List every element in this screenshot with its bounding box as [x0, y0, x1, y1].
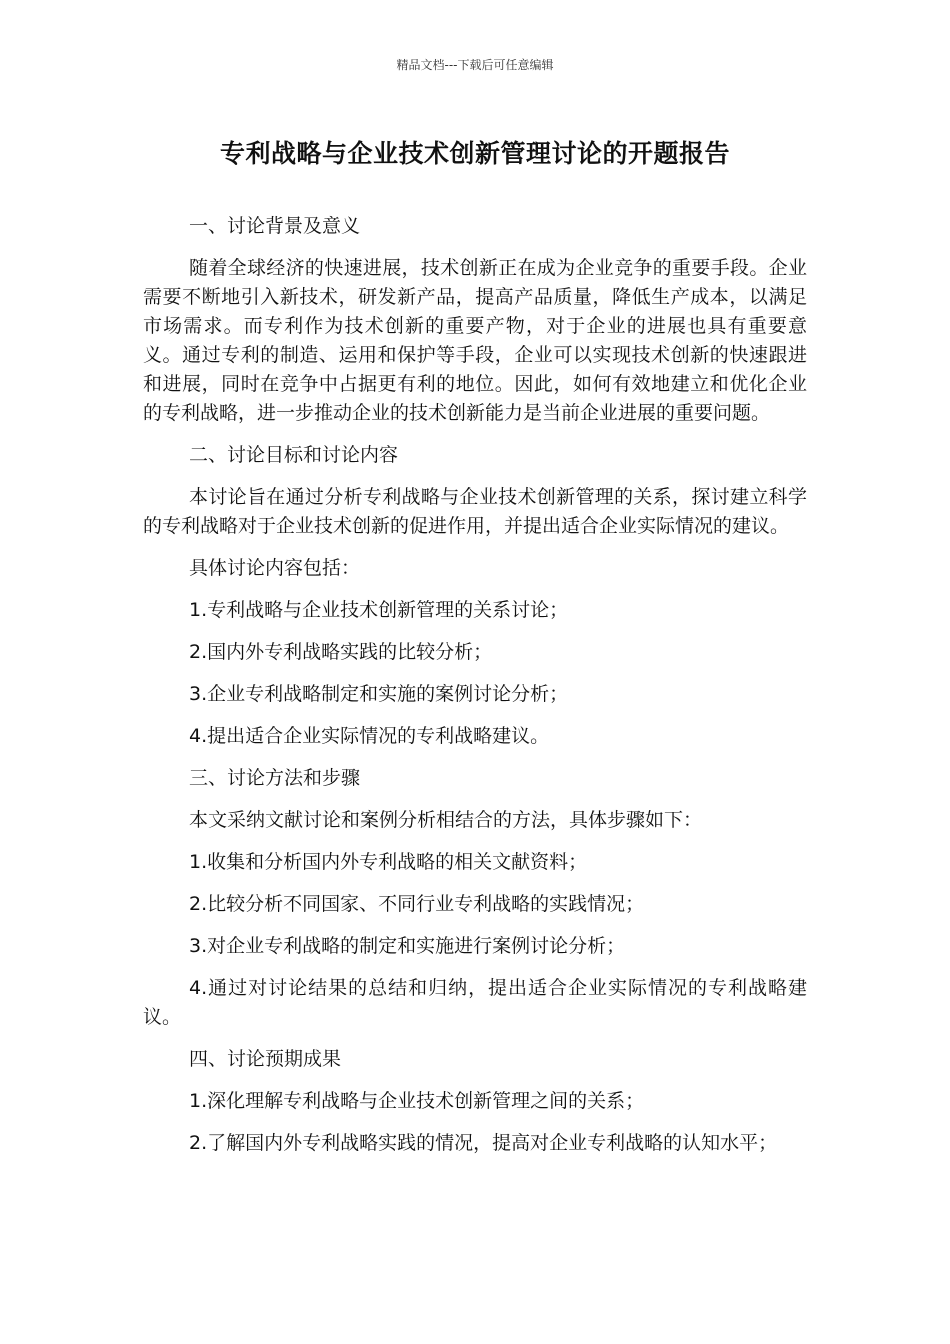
- document-body: [143, 212, 807, 1171]
- paragraph-contents-intro: 具体讨论内容包括：: [189, 557, 361, 579]
- list-item-content-3: 3.企业专利战略制定和实施的案例讨论分析；: [189, 683, 569, 705]
- list-item-step-4: 4.通过对讨论结果的总结和归纳，提出适合企业实际情况的专利战略建议。: [143, 977, 807, 1028]
- paragraph-background: 随着全球经济的快速进展，技术创新正在成为企业竞争的重要手段。企业需要不断地引入新技术，研发新产品，提高产品质量，降低生产成本，以满足市场需求。而专利作为技术创新的重要产物，对于企业的进展也具有重要意义。通过专利的制造、运用和保护等手段，企业可以实现技术创新的快速跟进和进展，同时在竞争中占据更有利的地位。因此，如何有效地建立和优化企业的专利战略，进一步推动企业的技术创新能力是当前企业进展的重要问题。: [143, 257, 807, 424]
- paragraph-goals: 本讨论旨在通过分析专利战略与企业技术创新管理的关系，探讨建立科学的专利战略对于企业技术创新的促进作用，并提出适合企业实际情况的建议。: [143, 486, 807, 537]
- page-header: 精品文档---下载后可任意编辑: [396, 58, 554, 72]
- section-heading-background: 一、讨论背景及意义: [189, 215, 361, 237]
- list-item-outcome-2: 2.了解国内外专利战略实践的情况，提高对企业专利战略的认知水平；: [189, 1132, 778, 1154]
- list-item-step-2: 2.比较分析不同国家、不同行业专利战略的实践情况；: [189, 893, 645, 915]
- section-heading-methods: 三、讨论方法和步骤: [189, 767, 361, 789]
- paragraph-methods-intro: 本文采纳文献讨论和案例分析相结合的方法，具体步骤如下：: [189, 809, 703, 831]
- list-item-content-1: 1.专利战略与企业技术创新管理的关系讨论；: [189, 599, 569, 621]
- list-item-outcome-1: 1.深化理解专利战略与企业技术创新管理之间的关系；: [189, 1090, 645, 1112]
- list-item-step-1: 1.收集和分析国内外专利战略的相关文献资料；: [189, 851, 588, 873]
- section-heading-outcomes: 四、讨论预期成果: [189, 1048, 342, 1070]
- section-heading-goals: 二、讨论目标和讨论内容: [189, 444, 399, 466]
- document-title: 专利战略与企业技术创新管理讨论的开题报告: [219, 139, 730, 168]
- list-item-content-2: 2.国内外专利战略实践的比较分析；: [189, 641, 493, 663]
- list-item-content-4: 4.提出适合企业实际情况的专利战略建议。: [189, 725, 550, 747]
- list-item-step-3: 3.对企业专利战略的制定和实施进行案例讨论分析；: [189, 935, 626, 957]
